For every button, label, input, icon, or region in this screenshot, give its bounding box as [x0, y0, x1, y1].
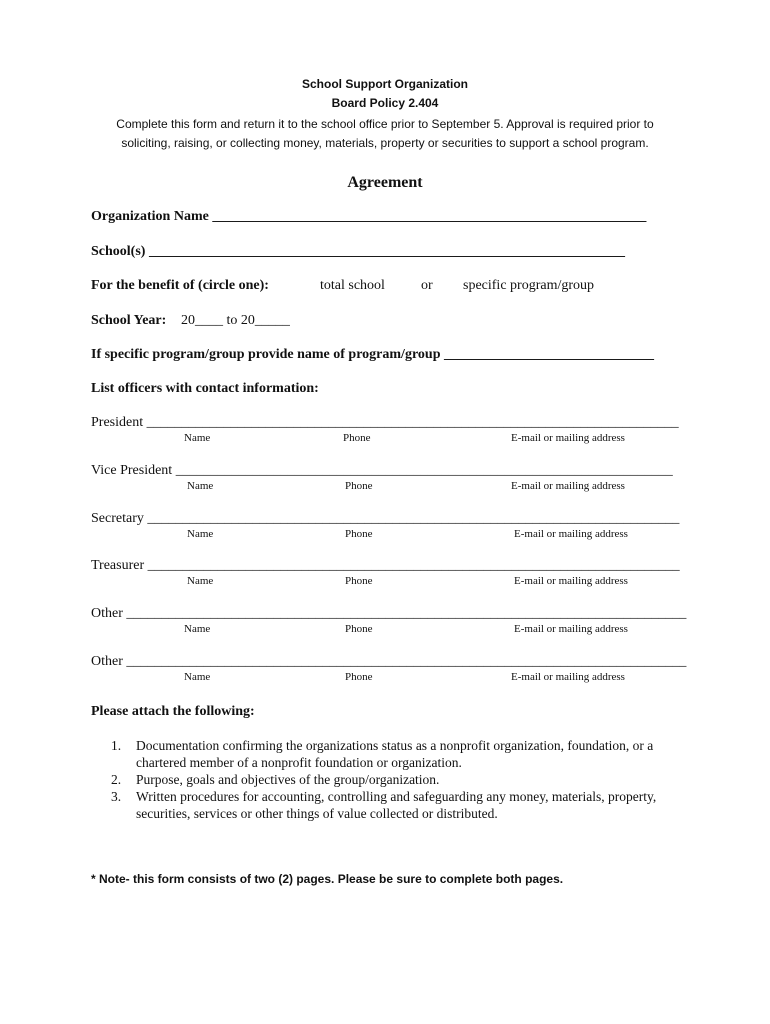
- officer-phone-caption: Phone: [345, 480, 373, 492]
- officer-name-caption: Name: [187, 575, 214, 587]
- officers-heading: List officers with contact information:: [91, 381, 319, 396]
- officer-other-line-1[interactable]: Other ________________________________________________________________________________: [91, 606, 687, 621]
- officer-name-caption: Name: [187, 528, 214, 540]
- officer-name-caption: Name: [184, 671, 211, 683]
- officer-phone-caption: Phone: [345, 575, 373, 587]
- two-page-note: * Note- this form consists of two (2) pages. Please be sure to complete both pages.: [91, 872, 564, 886]
- officer-other-line-2[interactable]: Other ________________________________________________________________________________: [91, 654, 687, 669]
- officer-president-line[interactable]: President ____________________________________________________________________________: [91, 415, 679, 430]
- school-year-field[interactable]: 20____ to 20_____: [181, 313, 290, 328]
- attach-item-text-cont: securities, services or other things of value collected or distributed.: [136, 806, 498, 821]
- attach-item-text: Purpose, goals and objectives of the group/organization.: [136, 772, 440, 787]
- officer-phone-caption: Phone: [343, 432, 371, 444]
- attach-item-1: [91, 737, 691, 771]
- officer-treasurer-line[interactable]: Treasurer ____________________________________________________________________________: [91, 558, 680, 573]
- officer-vice-president-line[interactable]: Vice President _______________________________________________________________________: [91, 463, 673, 478]
- officer-email-caption: E-mail or mailing address: [514, 623, 628, 635]
- policy-number: Board Policy 2.404: [331, 96, 439, 110]
- attach-item-2: [91, 771, 691, 788]
- attach-item-text: Written procedures for accounting, controlling and safeguarding any money, materials, property,: [136, 789, 657, 804]
- form-title: School Support Organization: [302, 77, 468, 91]
- benefit-or: or: [421, 278, 433, 293]
- agreement-heading: Agreement: [347, 174, 423, 191]
- officer-phone-caption: Phone: [345, 671, 373, 683]
- officer-email-caption: E-mail or mailing address: [514, 575, 628, 587]
- benefit-option-total-school[interactable]: total school: [320, 278, 385, 293]
- instructions-line-2: soliciting, raising, or collecting money, materials, property or securities to support a school program.: [121, 136, 649, 150]
- instructions-line-1: Complete this form and return it to the school office prior to September 5. Approval is required prior to: [116, 117, 654, 131]
- attach-item-number: 1.: [111, 738, 122, 753]
- officer-secretary-line[interactable]: Secretary ____________________________________________________________________________: [91, 511, 680, 526]
- officer-name-caption: Name: [184, 432, 211, 444]
- officer-name-caption: Name: [187, 480, 214, 492]
- attach-item-3: [91, 788, 691, 822]
- officer-phone-caption: Phone: [345, 623, 373, 635]
- officer-email-caption: E-mail or mailing address: [511, 480, 625, 492]
- attach-heading: Please attach the following:: [91, 704, 255, 719]
- schools-field[interactable]: School(s) ____________________________________________________________________: [91, 244, 625, 259]
- benefit-option-specific-program[interactable]: specific program/group: [463, 278, 595, 293]
- organization-name-field[interactable]: Organization Name ______________________________________________________________: [91, 209, 647, 224]
- officer-name-caption: Name: [184, 623, 211, 635]
- officer-email-caption: E-mail or mailing address: [514, 528, 628, 540]
- officer-email-caption: E-mail or mailing address: [511, 432, 625, 444]
- school-year-label: School Year:: [91, 313, 167, 328]
- attach-list: [91, 737, 691, 822]
- officer-email-caption: E-mail or mailing address: [511, 671, 625, 683]
- attach-item-number: 2.: [111, 772, 122, 787]
- attach-item-text-cont: chartered member of a nonprofit foundation or organization.: [136, 755, 462, 770]
- attach-item-number: 3.: [111, 789, 122, 804]
- officer-phone-caption: Phone: [345, 528, 373, 540]
- attach-item-text: Documentation confirming the organizations status as a nonprofit organization, foundation, or a: [136, 738, 654, 753]
- program-name-field[interactable]: If specific program/group provide name of program/group ______________________________: [91, 347, 654, 362]
- benefit-label: For the benefit of (circle one):: [91, 278, 269, 293]
